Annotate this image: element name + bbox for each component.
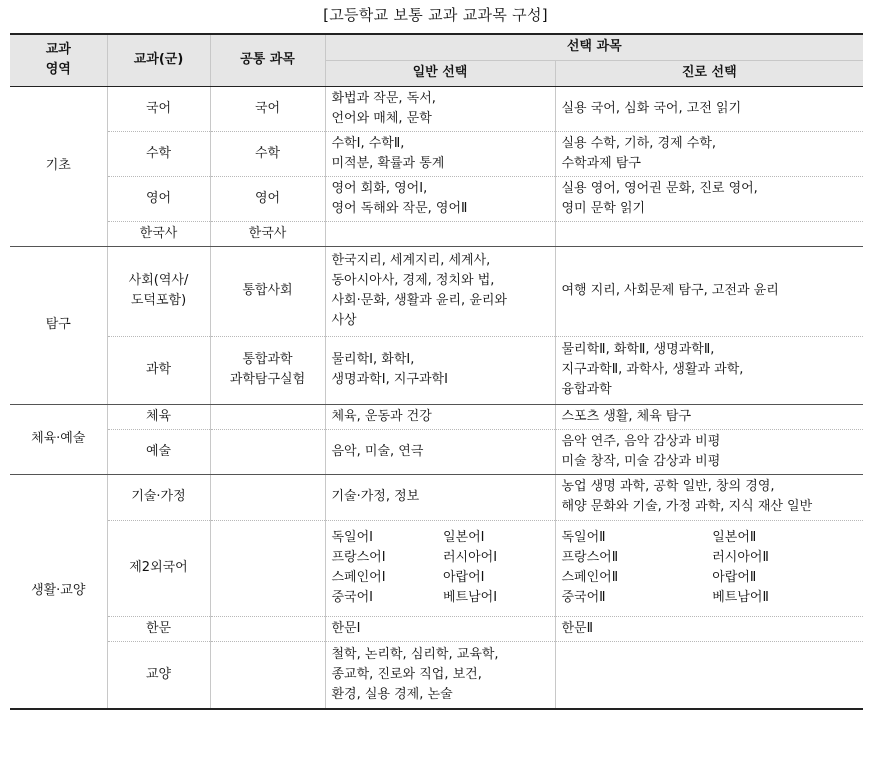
course-line: 실용 수학, 기하, 경제 수학, [561,135,717,151]
table-row [10,336,863,404]
general-cell [325,86,555,131]
course-line: 음악, 미술, 연극 [331,443,424,459]
career-cell [555,641,863,709]
course-line: 동아시아사, 경제, 정치와 법, [331,273,495,288]
career-cell [555,336,863,404]
common-cell [210,474,325,520]
common-cell: 영어 [210,176,325,221]
course-line: 철학, 논리학, 심리학, 교육학, [331,646,499,662]
table-row [10,246,863,336]
group-cell: 교양 [107,641,210,709]
course-item: 아랍어Ⅰ [443,570,485,585]
general-cell [325,474,555,520]
header-elective: 선택 과목 [325,34,863,60]
course-line: 수학과제 탐구 [561,155,641,171]
course-item: 중국어Ⅰ [331,590,374,605]
course-line: 스포츠 생활, 체육 탐구 [561,408,692,424]
area-cell: 체육·예술 [10,404,107,474]
course-item: 베트남어Ⅰ [443,590,498,605]
group-cell: 제2외국어 [107,520,210,616]
general-cell [325,641,555,709]
table-body [10,86,863,709]
general-cell [325,131,555,176]
course-item: 일본어Ⅱ [712,530,757,545]
header-group: 교과(군) [107,34,210,86]
course-line: 실용 영어, 영어권 문화, 진로 영어, [561,180,758,196]
group-cell: 한국사 [107,221,210,246]
table-row [10,616,863,641]
course-line: 영미 문학 읽기 [561,200,646,216]
career-cell [555,86,863,131]
table-row [10,221,863,246]
course-line: 화법과 작문, 독서, [331,90,436,106]
course-line: 기술·가정, 정보 [331,489,420,504]
course-line: 지구과학Ⅱ, 과학사, 생활과 과학, [561,362,744,377]
header-career: 진로 선택 [555,60,863,86]
general-cell [325,176,555,221]
course-line: 환경, 실용 경제, 논술 [331,686,453,702]
common-cell: 한국사 [210,221,325,246]
group-cell: 예술 [107,429,210,474]
career-cell [555,221,863,246]
course-line: 한문Ⅰ [331,620,361,636]
course-item: 프랑스어Ⅰ [331,550,386,565]
course-item: 중국어Ⅱ [561,590,606,605]
table-title: [고등학교 보통 교과 교과목 구성] [323,6,548,24]
course-line: 사상 [331,313,357,328]
common-cell [210,520,325,616]
course-item: 아랍어Ⅱ [712,570,757,585]
common-cell: 국어 [210,86,325,131]
course-item: 스페인어Ⅱ [561,570,619,585]
course-item: 독일어Ⅰ [331,530,374,545]
course-line: 사회·문화, 생활과 윤리, 윤리와 [331,293,507,308]
header-common: 공통 과목 [210,34,325,86]
course-line: 생명과학Ⅰ, 지구과학Ⅰ [331,372,448,387]
course-line: 한국지리, 세계지리, 세계사, [331,253,491,268]
general-cell [325,429,555,474]
career-cell [555,131,863,176]
header-general: 일반 선택 [325,60,555,86]
area-cell: 탐구 [10,246,107,404]
course-line: 물리학Ⅰ, 화학Ⅰ, [331,352,415,367]
table-row [10,404,863,429]
group-cell: 수학 [107,131,210,176]
common-cell [210,641,325,709]
course-line: 융합과학 [561,382,612,397]
common-cell: 통합사회 [210,246,325,336]
course-item: 독일어Ⅱ [561,530,606,545]
course-line: 농업 생명 과학, 공학 일반, 창의 경영, [561,479,775,494]
general-cell [325,246,555,336]
course-line: 여행 지리, 사회문제 탐구, 고전과 윤리 [561,283,779,298]
course-line: 미술 창작, 미술 감상과 비평 [561,453,721,469]
course-line: 음악 연주, 음악 감상과 비평 [561,433,721,449]
course-line: 수학Ⅰ, 수학Ⅱ, [331,135,405,151]
group-cell: 과학 [107,336,210,404]
curriculum-table [10,33,863,710]
group-cell: 체육 [107,404,210,429]
common-cell [210,616,325,641]
career-cell [555,616,863,641]
course-line: 해양 문화와 기술, 가정 과학, 지식 재산 일반 [561,499,813,514]
course-line: 언어와 매체, 문학 [331,110,432,126]
common-cell: 수학 [210,131,325,176]
course-line: 종교학, 진로와 직업, 보건, [331,666,482,682]
general-cell [325,520,555,616]
table-row [10,641,863,709]
course-line: 체육, 운동과 건강 [331,408,432,424]
group-cell: 영어 [107,176,210,221]
course-line: 한문Ⅱ [561,620,594,636]
course-item: 러시아어Ⅰ [443,550,498,565]
common-cell [210,429,325,474]
area-cell: 기초 [10,86,107,246]
table-row [10,131,863,176]
course-line: 영어 독해와 작문, 영어Ⅱ [331,200,468,216]
course-item: 스페인어Ⅰ [331,570,386,585]
group-cell: 기술·가정 [107,474,210,520]
general-cell [325,221,555,246]
career-cell [555,520,863,616]
table-row [10,86,863,131]
career-cell [555,474,863,520]
career-cell [555,429,863,474]
general-cell [325,336,555,404]
career-cell [555,246,863,336]
general-cell [325,616,555,641]
course-item: 베트남어Ⅱ [712,590,769,605]
general-cell [325,404,555,429]
course-item: 일본어Ⅰ [443,530,485,545]
course-line: 실용 국어, 심화 국어, 고전 읽기 [561,100,742,116]
course-item: 프랑스어Ⅱ [561,550,619,565]
group-cell: 사회(역사/ 도덕포함) [107,246,210,336]
common-cell [210,404,325,429]
career-cell [555,404,863,429]
group-cell: 한문 [107,616,210,641]
common-cell: 통합과학 과학탐구실험 [210,336,325,404]
area-cell: 생활·교양 [10,474,107,709]
table-row [10,520,863,616]
header-area: 교과 영역 [10,34,107,86]
course-line: 물리학Ⅱ, 화학Ⅱ, 생명과학Ⅱ, [561,342,715,357]
career-cell [555,176,863,221]
table-row [10,429,863,474]
table-row [10,176,863,221]
group-cell: 국어 [107,86,210,131]
course-line: 영어 회화, 영어Ⅰ, [331,180,428,196]
course-item: 러시아어Ⅱ [712,550,769,565]
table-row [10,474,863,520]
course-line: 미적분, 확률과 통계 [331,155,445,171]
